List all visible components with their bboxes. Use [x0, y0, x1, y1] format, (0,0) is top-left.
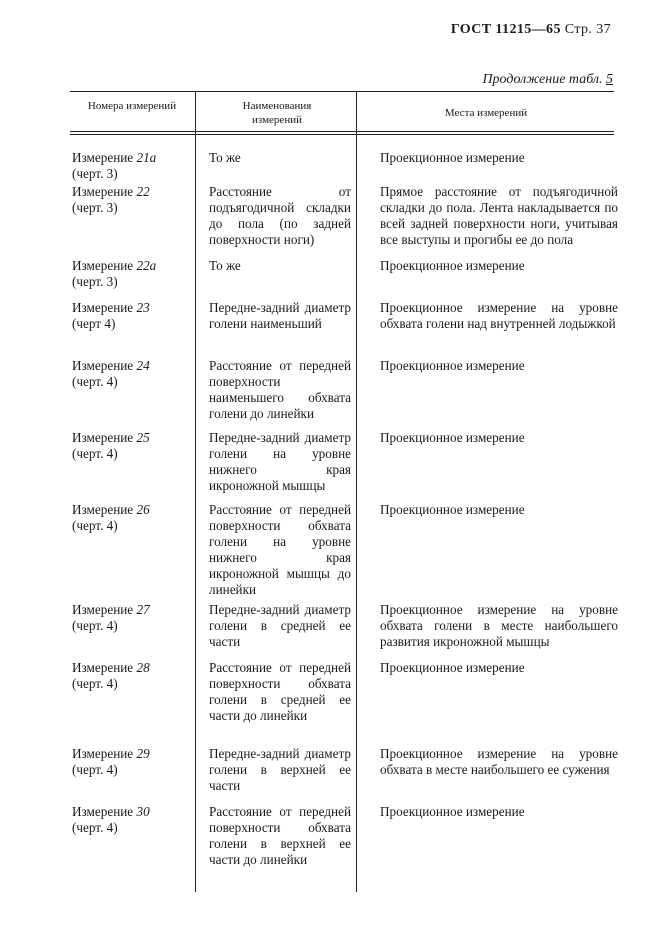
- row-10-place: Проекционное измерение на уровне обхвата в месте наибольшего ее сужения: [380, 746, 618, 777]
- row-11-name: Расстояние от передней поверхности обхвата голени в верхней ее части до линейки: [209, 804, 351, 867]
- drawing-ref: (черт 4): [72, 316, 116, 331]
- continuation-text: Продолжение табл.: [482, 72, 603, 87]
- row-4-name: Передне-задний диаметр голени наименьший: [209, 300, 351, 331]
- row-2-place: Прямое расстояние от подъягодичной складки до пола. Лента накладывается по всей задней поверхности ноги, учитывая все выступы и прогибы ее до пола: [380, 184, 618, 247]
- table-header-rule: [70, 131, 614, 132]
- row-8-name: Передне-задний диаметр голени в средней ее части: [209, 602, 351, 649]
- row-7-name: Расстояние от передней поверхности обхвата голени на уровне нижнего края икроножной мышцы до линейки: [209, 502, 351, 597]
- measurement-label: Измерение 22: [72, 184, 150, 199]
- row-5-number: [72, 358, 188, 390]
- column-header-places: Места измерений: [444, 107, 528, 119]
- row-10-number: [72, 746, 188, 778]
- page-number: Стр. 37: [564, 22, 611, 37]
- gost-number: ГОСТ 11215—65: [450, 22, 561, 37]
- row-1-number: [72, 150, 188, 182]
- drawing-ref: (черт. 3): [72, 166, 118, 181]
- row-6-place: Проекционное измерение: [380, 430, 525, 445]
- measurement-label: Измерение 21а: [72, 150, 157, 165]
- table-header-rule-2: [70, 134, 614, 135]
- drawing-ref: (черт. 4): [72, 676, 118, 691]
- row-7-place: Проекционное измерение: [380, 502, 525, 517]
- row-3-place: Проекционное измерение: [380, 258, 525, 273]
- drawing-ref: (черт. 3): [72, 200, 118, 215]
- row-7-number: [72, 502, 188, 534]
- column-divider-2: [356, 92, 357, 892]
- table-number: 5: [606, 72, 613, 87]
- row-5-place: Проекционное измерение: [380, 358, 525, 373]
- drawing-ref: (черт. 4): [72, 374, 118, 389]
- row-2-name: Расстояние от подъягодичной складки до пола (по задней поверхности ноги): [209, 184, 351, 247]
- row-10-name: Передне-задний диаметр голени в верхней ее части: [209, 746, 351, 793]
- row-2-number: [72, 184, 188, 216]
- measurement-label: Измерение 22а: [72, 258, 157, 273]
- column-divider-1: [195, 92, 196, 892]
- measurement-label: Измерение 29: [72, 746, 150, 761]
- measurement-label: Измерение 23: [72, 300, 150, 315]
- row-11-place: Проекционное измерение: [380, 804, 525, 819]
- row-6-name: Передне-задний диаметр голени на уровне нижнего края икроножной мышцы: [209, 430, 351, 493]
- row-4-number: [72, 300, 188, 332]
- row-9-place: Проекционное измерение: [380, 660, 525, 675]
- drawing-ref: (черт. 4): [72, 762, 118, 777]
- drawing-ref: (черт. 3): [72, 274, 118, 289]
- measurement-label: Измерение 24: [72, 358, 150, 373]
- measurement-label: Измерение 25: [72, 430, 150, 445]
- row-9-name: Расстояние от передней поверхности обхвата голени в средней ее части до линейки: [209, 660, 351, 723]
- measurement-label: Измерение 27: [72, 602, 150, 617]
- drawing-ref: (черт. 4): [72, 518, 118, 533]
- row-6-number: [72, 430, 188, 462]
- row-8-number: [72, 602, 188, 634]
- page-header: [451, 22, 611, 38]
- measurement-label: Измерение 28: [72, 660, 150, 675]
- row-1-place: Проекционное измерение: [380, 150, 525, 165]
- measurement-label: Измерение 30: [72, 804, 150, 819]
- drawing-ref: (черт. 4): [72, 446, 118, 461]
- drawing-ref: (черт. 4): [72, 618, 118, 633]
- table-top-rule: [70, 91, 614, 92]
- row-8-place: Проекционное измерение на уровне обхвата голени в месте наибольшего развития икроножной мышцы: [380, 602, 618, 649]
- row-4-place: Проекционное измерение на уровне обхвата голени над внутренней лодыжкой: [380, 300, 618, 331]
- row-3-number: [72, 258, 188, 290]
- row-3-name: То же: [209, 258, 241, 273]
- row-1-name: То же: [209, 150, 241, 165]
- drawing-ref: (черт. 4): [72, 820, 118, 835]
- column-header-numbers: Номера измерений: [87, 100, 177, 112]
- row-9-number: [72, 660, 188, 692]
- measurement-label: Измерение 26: [72, 502, 150, 517]
- column-header-names: Наименования измерений: [242, 100, 312, 126]
- row-11-number: [72, 804, 188, 836]
- row-5-name: Расстояние от передней поверхности наименьшего обхвата голени до линейки: [209, 358, 351, 421]
- table-continuation: [482, 72, 613, 88]
